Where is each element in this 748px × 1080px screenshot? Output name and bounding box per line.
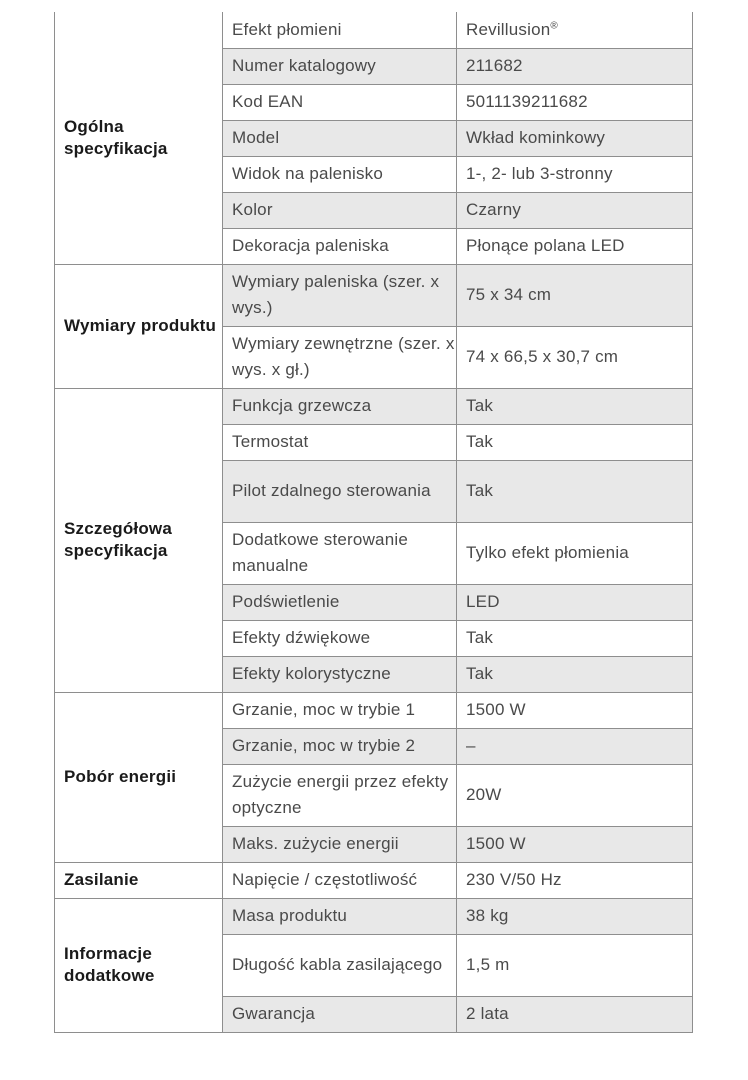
spec-value-text: Tylko efekt płomienia — [466, 543, 629, 562]
spec-value — [457, 48, 693, 84]
spec-value-text: Płonące polana LED — [466, 236, 625, 255]
spec-value — [457, 862, 693, 898]
spec-label: Gwarancja — [223, 996, 457, 1032]
spec-value — [457, 120, 693, 156]
spec-value — [457, 12, 693, 48]
spec-label: Model — [223, 120, 457, 156]
spec-label: Kod EAN — [223, 84, 457, 120]
spec-value-text: Revillusion — [466, 19, 551, 39]
spec-value — [457, 156, 693, 192]
spec-value-text: 5011139211682 — [466, 92, 588, 111]
spec-value-text: 1500 W — [466, 700, 526, 719]
table-row — [55, 388, 693, 424]
spec-value — [457, 584, 693, 620]
spec-label: Efekty dźwiękowe — [223, 620, 457, 656]
table-row — [55, 12, 693, 48]
spec-value-text: 1-, 2- lub 3-stronny — [466, 164, 613, 183]
registered-mark: ® — [550, 20, 558, 32]
spec-value-text: LED — [466, 592, 500, 611]
table-row — [55, 862, 693, 898]
spec-label: Napięcie / częstotliwość — [223, 862, 457, 898]
spec-value — [457, 826, 693, 862]
specification-table — [54, 12, 693, 1033]
table-row — [55, 898, 693, 934]
spec-value — [457, 388, 693, 424]
spec-label: Wymiary zewnętrzne (szer. x wys. x gł.) — [223, 326, 457, 388]
spec-value — [457, 620, 693, 656]
spec-value — [457, 898, 693, 934]
spec-label: Wymiary paleniska (szer. x wys.) — [223, 264, 457, 326]
spec-label: Masa produktu — [223, 898, 457, 934]
spec-label: Maks. zużycie energii — [223, 826, 457, 862]
specification-table-body — [55, 12, 693, 1032]
spec-value-text: Tak — [466, 396, 494, 415]
spec-value-text: 2 lata — [466, 1004, 509, 1023]
spec-label: Długość kabla zasilającego — [223, 934, 457, 996]
spec-value — [457, 228, 693, 264]
section-title-dimensions: Wymiary produktu — [55, 264, 223, 388]
spec-value-text: 38 kg — [466, 906, 509, 925]
section-title-detailed: Szczegółowa specyfikacja — [55, 388, 223, 692]
spec-value-text: Tak — [466, 481, 494, 500]
spec-value-text: 74 x 66,5 x 30,7 cm — [466, 347, 619, 366]
spec-value — [457, 326, 693, 388]
spec-value — [457, 522, 693, 584]
spec-value — [457, 996, 693, 1032]
spec-label: Podświetlenie — [223, 584, 457, 620]
spec-value — [457, 728, 693, 764]
spec-value-text: 1500 W — [466, 834, 526, 853]
spec-value — [457, 460, 693, 522]
spec-label: Grzanie, moc w trybie 1 — [223, 692, 457, 728]
spec-label: Efekty kolorystyczne — [223, 656, 457, 692]
spec-label: Widok na palenisko — [223, 156, 457, 192]
spec-value — [457, 84, 693, 120]
spec-value — [457, 656, 693, 692]
spec-label: Dekoracja paleniska — [223, 228, 457, 264]
spec-label: Grzanie, moc w trybie 2 — [223, 728, 457, 764]
spec-value-text: 230 V/50 Hz — [466, 870, 562, 889]
section-title-general: Ogólna specyfikacja — [55, 12, 223, 264]
spec-value — [457, 264, 693, 326]
spec-label: Dodatkowe sterowanie manualne — [223, 522, 457, 584]
spec-value-text: 1,5 m — [466, 955, 510, 974]
section-title-supply: Zasilanie — [55, 862, 223, 898]
spec-label: Funkcja grzewcza — [223, 388, 457, 424]
section-title-additional: Informacje dodatkowe — [55, 898, 223, 1032]
spec-label: Termostat — [223, 424, 457, 460]
spec-label: Pilot zdalnego sterowania — [223, 460, 457, 522]
spec-value-text: Czarny — [466, 200, 522, 219]
spec-label: Numer katalogowy — [223, 48, 457, 84]
spec-label: Zużycie energii przez efekty optyczne — [223, 764, 457, 826]
section-title-power: Pobór energii — [55, 692, 223, 862]
spec-value — [457, 934, 693, 996]
spec-value-text: Tak — [466, 664, 494, 683]
spec-label: Kolor — [223, 192, 457, 228]
spec-value — [457, 764, 693, 826]
table-row — [55, 264, 693, 326]
spec-value — [457, 424, 693, 460]
spec-value-text: Wkład kominkowy — [466, 128, 606, 147]
spec-value-text: – — [466, 736, 476, 755]
spec-value — [457, 192, 693, 228]
spec-label: Efekt płomieni — [223, 12, 457, 48]
spec-value — [457, 692, 693, 728]
table-row — [55, 692, 693, 728]
spec-value-text: 20W — [466, 785, 502, 804]
spec-value-text: Tak — [466, 628, 494, 647]
spec-value-text: Tak — [466, 432, 494, 451]
spec-value-text: 75 x 34 cm — [466, 285, 552, 304]
spec-value-text: 211682 — [466, 56, 523, 75]
